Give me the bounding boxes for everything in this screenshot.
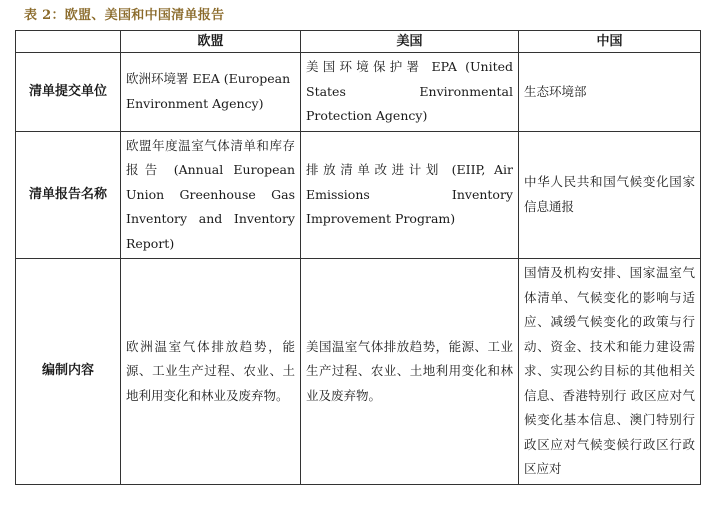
row-label-contents: 编制内容 <box>16 259 121 485</box>
row-label-submitting-agency: 清单提交单位 <box>16 53 121 132</box>
table-row-submitting-agency <box>16 53 701 132</box>
header-eu: 欧盟 <box>121 31 301 53</box>
cell-eu-report-name: 欧盟年度温室气体清单和库存报告 (Annual European Union Greenhouse Gas Inventory and Inventory Report) <box>121 131 301 259</box>
cell-eu-contents: 欧洲温室气体排放趋势，能源、工业生产过程、农业、土地利用变化和林业及废弃物。 <box>121 259 301 485</box>
cell-cn-report-name: 中华人民共和国气候变化国家信息通报 <box>519 131 701 259</box>
cell-us-report-name: 排放清单改进计划 (EIIP, Air Emissions Inventory Improvement Program) <box>301 131 519 259</box>
row-label-report-name: 清单报告名称 <box>16 131 121 259</box>
cell-eu-agency: 欧洲环境署 EEA (European Environment Agency) <box>121 53 301 132</box>
header-row <box>16 31 701 53</box>
table-caption: 表 2：欧盟、美国和中国清单报告 <box>24 8 225 23</box>
cell-cn-agency: 生态环境部 <box>519 53 701 132</box>
header-empty-cell <box>16 31 121 53</box>
table-row-report-name <box>16 131 701 259</box>
cell-us-agency: 美国环境保护署 EPA (United States Environmental Protection Agency) <box>301 53 519 132</box>
inventory-report-table <box>15 30 701 485</box>
cell-cn-contents: 国情及机构安排、国家温室气体清单、气候变化的影响与适应、减缓气候变化的政策与行动、资金、技术和能力建设需求、实现公约目标的其他相关信息、香港特别行 政区应对气候变化基本信息、澳门特别行政区应对气候变候行政区行政区应对 <box>519 259 701 485</box>
table-row-contents <box>16 259 701 485</box>
header-cn: 中国 <box>519 31 701 53</box>
cell-us-contents: 美国温室气体排放趋势，能源、工业生产过程、农业、土地利用变化和林业及废弃物。 <box>301 259 519 485</box>
header-us: 美国 <box>301 31 519 53</box>
